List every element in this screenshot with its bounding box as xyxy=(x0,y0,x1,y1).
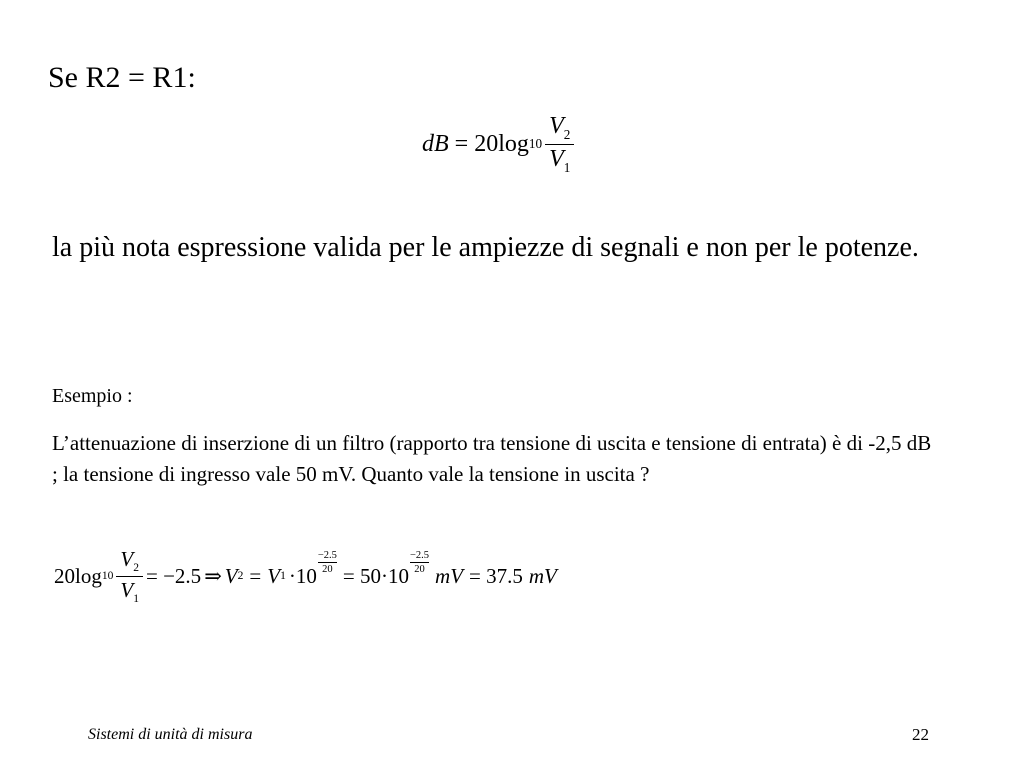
result-unit: mV xyxy=(528,563,557,588)
second-exponent-numerator: −2.5 xyxy=(410,550,430,562)
footer-title: Sistemi di unità di misura xyxy=(88,726,253,743)
solution-denominator-variable: V xyxy=(120,577,134,602)
denominator-subscript: 1 xyxy=(563,159,571,175)
formula-coefficient: 20log xyxy=(474,130,529,157)
fifty-times-ten: = 50·10 xyxy=(342,563,409,588)
solution-denominator-subscript: 1 xyxy=(133,592,139,605)
times-ten: ·10 xyxy=(288,563,317,588)
numerator-subscript: 2 xyxy=(563,126,571,142)
second-exponent-denominator: 20 xyxy=(414,564,425,576)
implies-symbol: ⇒ xyxy=(204,563,222,588)
slide-title: Se R2 = R1: xyxy=(48,61,196,94)
result-value: = 37.5 xyxy=(469,563,523,588)
formula-equals: = xyxy=(454,130,469,157)
formula-lhs: dB xyxy=(422,130,449,157)
v1-variable: V xyxy=(267,563,281,588)
v2-equals: = xyxy=(249,563,262,588)
first-exponent-denominator: 20 xyxy=(322,564,333,576)
formula-log-base: 10 xyxy=(528,136,543,151)
denominator-variable: V xyxy=(549,145,564,172)
unit-millivolt: mV xyxy=(435,563,464,588)
solution-ratio-fraction xyxy=(116,547,143,604)
solution-log-base: 10 xyxy=(101,570,114,582)
solution-numerator-variable: V xyxy=(120,547,134,572)
solution-numerator-subscript: 2 xyxy=(133,562,139,575)
v2-subscript: 2 xyxy=(237,570,244,582)
first-exponent xyxy=(318,550,337,575)
solution-coefficient: 20log xyxy=(54,563,102,588)
example-solution-formula xyxy=(54,540,557,612)
v2-variable: V xyxy=(224,563,238,588)
decibel-formula xyxy=(422,104,577,184)
numerator-variable: V xyxy=(549,112,564,139)
page-number: 22 xyxy=(912,725,929,744)
voltage-ratio-fraction xyxy=(545,113,574,176)
body-paragraph: la più nota espressione valida per le ampiezze di segnali e non per le potenze. xyxy=(52,232,919,263)
example-text: L’attenuazione di inserzione di un filtro (rapporto tra tensione di uscita e tensione di entrata) è di -2,5 dB ; la tensione di ingresso vale 50 mV. Quanto vale la tensione in uscita ? xyxy=(52,431,932,486)
v1-subscript: 1 xyxy=(280,570,286,582)
second-exponent xyxy=(410,550,429,575)
solution-equals-value: = −2.5 xyxy=(146,563,202,588)
first-exponent-numerator: −2.5 xyxy=(317,550,337,562)
example-label: Esempio : xyxy=(52,385,133,407)
